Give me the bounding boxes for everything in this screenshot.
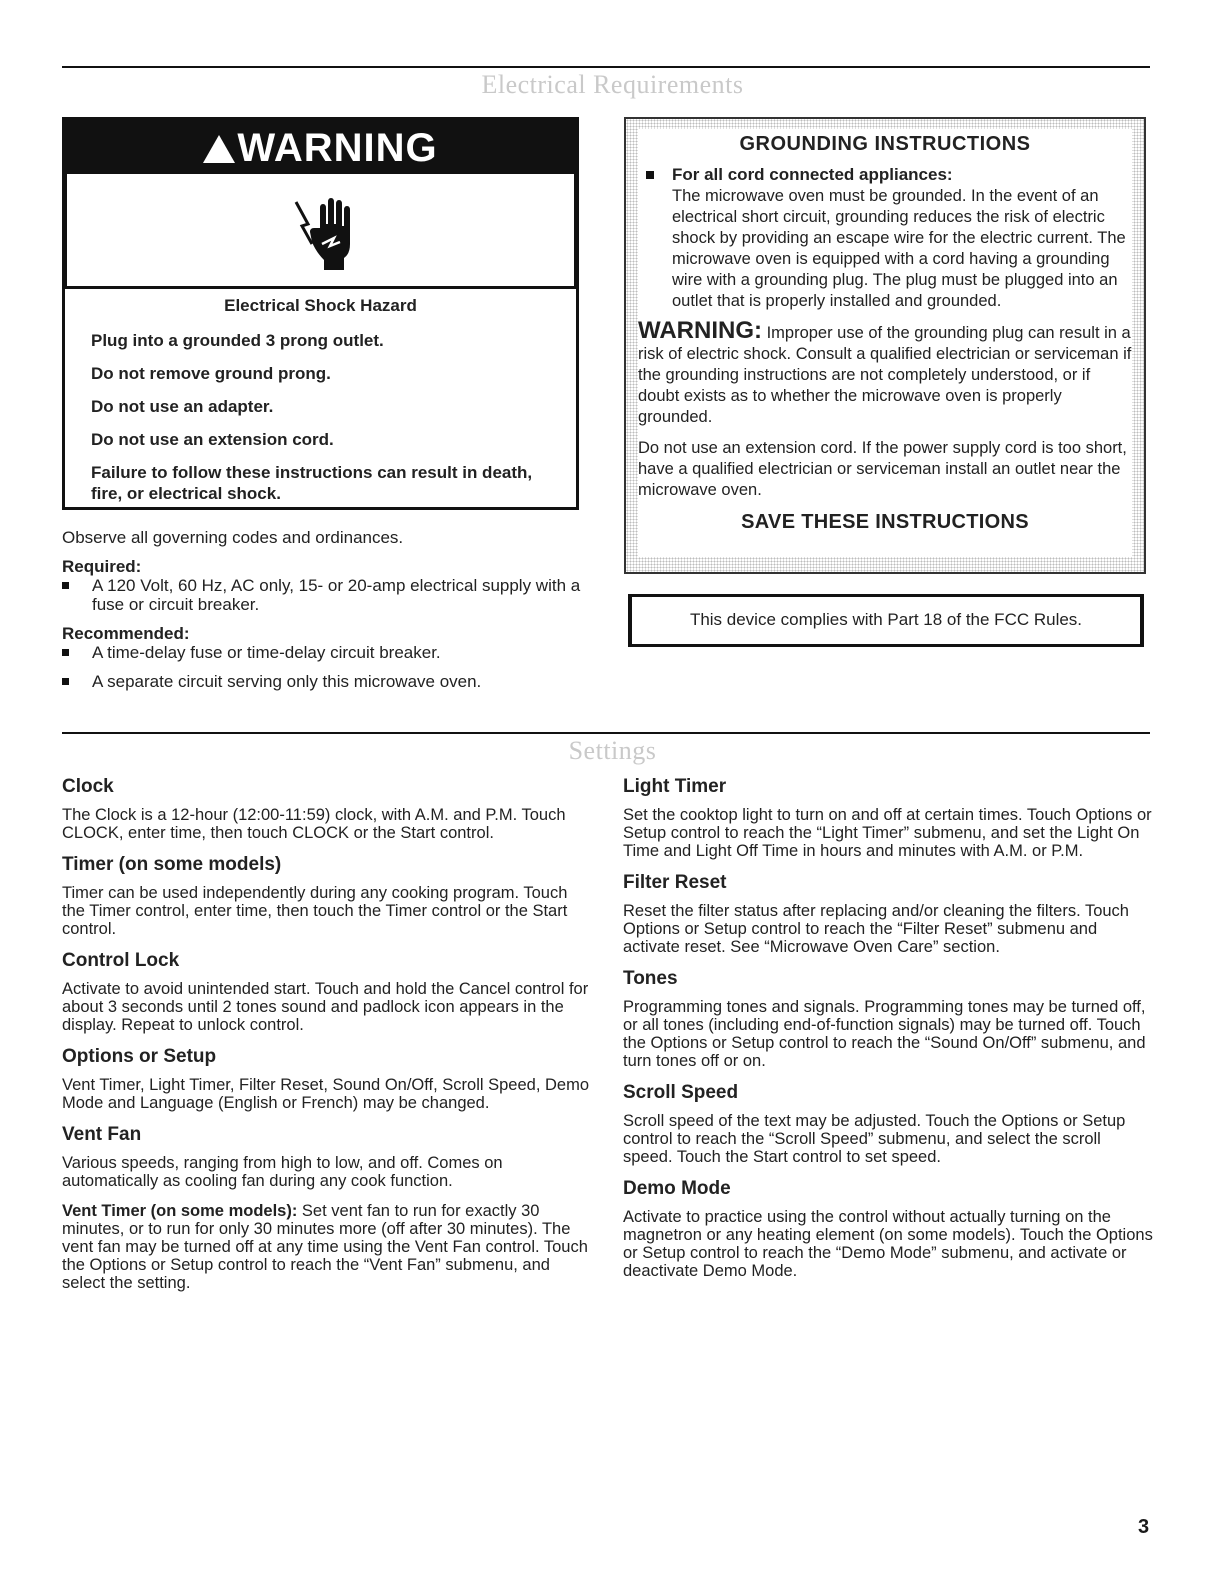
grounding-warning-text: Improper use of the grounding plug can result in a risk of electric shock. Consult a qualified electrician or serviceman if the grounding instructions are not completely understood, or if doubt exists as to whether the microwave oven is properly grounded.: [638, 324, 1132, 426]
grounding-bullet-text: The microwave oven must be grounded. In the event of an electrical short circuit, grounding reduces the risk of electric shock by providing an escape wire for the electric current. The microwave oven is equipped with a cord having a grounding wire with a grounding plug. The plug must be plugged into an outlet that is properly installed and grounded.: [672, 187, 1126, 310]
list-item: [62, 672, 592, 691]
vent-timer-paragraph: [62, 1202, 592, 1292]
list-item: [62, 576, 592, 614]
setting-text: Reset the filter status after replacing and/or cleaning the filters. Touch Options or Setup control to reach the “Filter Reset” submenu and activate reset. See “Microwave Oven Care” section.: [623, 902, 1129, 956]
grounding-title: GROUNDING INSTRUCTIONS: [739, 133, 1031, 155]
setting-title: Timer (on some models): [62, 854, 282, 875]
settings-right-column: [623, 776, 1153, 1292]
warning-box: [62, 117, 579, 510]
warning-header: [64, 119, 577, 174]
warning-line: Do not remove ground prong.: [91, 364, 331, 383]
setting-text: Vent Timer, Light Timer, Filter Reset, Sound On/Off, Scroll Speed, Demo Mode and Language (English or French) may be changed.: [62, 1076, 590, 1112]
bullet-square-icon: [62, 582, 69, 589]
warning-header-text: WARNING: [237, 126, 438, 170]
setting-title: Vent Fan: [62, 1124, 142, 1145]
setting-text: The Clock is a 12-hour (12:00-11:59) clock, with A.M. and P.M. Touch CLOCK, enter time, then touch CLOCK or the Start control.: [62, 806, 566, 842]
top-rule: [62, 66, 1150, 68]
save-instructions: SAVE THESE INSTRUCTIONS: [741, 511, 1029, 533]
page-number: 3: [1138, 1516, 1150, 1538]
recommended-item: A time-delay fuse or time-delay circuit breaker.: [92, 643, 441, 662]
bullet-square-icon: [62, 678, 69, 685]
recommended-item: A separate circuit serving only this microwave oven.: [92, 672, 482, 691]
observe-text: Observe all governing codes and ordinances.: [62, 528, 404, 547]
warning-line: Do not use an adapter.: [91, 397, 274, 416]
grounding-content: [638, 129, 1132, 557]
warning-line: Failure to follow these instructions can result in death, fire, or electrical shock.: [91, 463, 533, 503]
list-item: [62, 643, 592, 662]
setting-title: Control Lock: [62, 950, 180, 971]
setting-title: Light Timer: [623, 776, 727, 797]
bullet-square-icon: [646, 171, 654, 179]
electrical-requirements-heading: Electrical Requirements: [481, 70, 744, 99]
setting-text: Set the cooktop light to turn on and off at certain times. Touch Options or Setup control to reach the “Light Timer” submenu, and set the Light On Time and Light Off Time in hours and minutes with A.M. or P.M.: [623, 806, 1152, 860]
bullet-square-icon: [62, 649, 69, 656]
required-item: A 120 Volt, 60 Hz, AC only, 15- or 20-amp electrical supply with a fuse or circuit breaker.: [92, 576, 581, 614]
fcc-notice: This device complies with Part 18 of the FCC Rules.: [628, 594, 1144, 647]
setting-title: Clock: [62, 776, 114, 797]
warning-line: Plug into a grounded 3 prong outlet.: [91, 331, 384, 350]
setting-title: Demo Mode: [623, 1178, 731, 1199]
grounding-warning-label: WARNING:: [638, 317, 762, 344]
recommended-label: Recommended:: [62, 624, 190, 643]
grounding-box: [624, 117, 1146, 574]
setting-title: Tones: [623, 968, 678, 989]
grounding-bullet-label: For all cord connected appliances:: [672, 165, 953, 184]
warning-body: [65, 289, 576, 504]
setting-title: Options or Setup: [62, 1046, 217, 1067]
setting-text: Activate to practice using the control without actually turning on the magnetron or any heating element (on some models). Touch the Options or Setup control to reach the “Demo Mode” submenu, and activate or deactivate Demo Mode.: [623, 1208, 1153, 1280]
setting-text: Programming tones and signals. Programming tones may be turned off, or all tones (including end-of-function signals) may be turned off. Touch the Options or Setup control to reach the “Sound On/Off” submenu, and turn tones off or on.: [623, 998, 1146, 1070]
settings-left-column: [62, 776, 592, 1304]
extension-cord-text: Do not use an extension cord. If the power supply cord is too short, have a qualified electrician or serviceman install an outlet near the microwave oven.: [638, 439, 1127, 499]
setting-text: Activate to avoid unintended start. Touch and hold the Cancel control for about 3 seconds until 2 tones sound and padlock icon appears in the display. Repeat to unlock control.: [62, 980, 589, 1034]
setting-text: Timer can be used independently during any cooking program. Touch the Timer control, enter time, then touch the Timer control or the Start control.: [62, 884, 568, 938]
settings-heading: Settings: [568, 736, 657, 765]
hazard-title: Electrical Shock Hazard: [224, 296, 417, 315]
setting-title: Filter Reset: [623, 872, 727, 893]
warning-line: Do not use an extension cord.: [91, 430, 334, 449]
shock-hazard-hand-icon: [282, 188, 372, 278]
setting-text: Scroll speed of the text may be adjusted. Touch the Options or Setup control to reach the “Scroll Speed” submenu, and select the scroll speed. Touch the Start control to set speed.: [623, 1112, 1126, 1166]
warning-icon-area: [64, 174, 577, 289]
setting-text: Various speeds, ranging from high to low, and off. Comes on automatically as cooling fan during any cook function.: [62, 1154, 503, 1190]
grounding-warning: [638, 317, 1132, 428]
setting-title: Scroll Speed: [623, 1082, 739, 1103]
settings-rule: [62, 732, 1150, 734]
warning-triangle-icon: [203, 135, 235, 163]
required-label: Required:: [62, 557, 142, 576]
requirements-section: [62, 528, 592, 701]
vent-timer-text: Set vent fan to run for exactly 30 minutes, or to run for only 30 minutes more (off after 30 minutes). The vent fan may be turned off at any time using the Vent Fan control. Touch the Options or Setup control to reach the “Vent Fan” submenu, and select the setting.: [62, 1202, 588, 1292]
grounding-bullet: [638, 164, 1132, 312]
vent-timer-label: Vent Timer (on some models):: [62, 1202, 298, 1220]
